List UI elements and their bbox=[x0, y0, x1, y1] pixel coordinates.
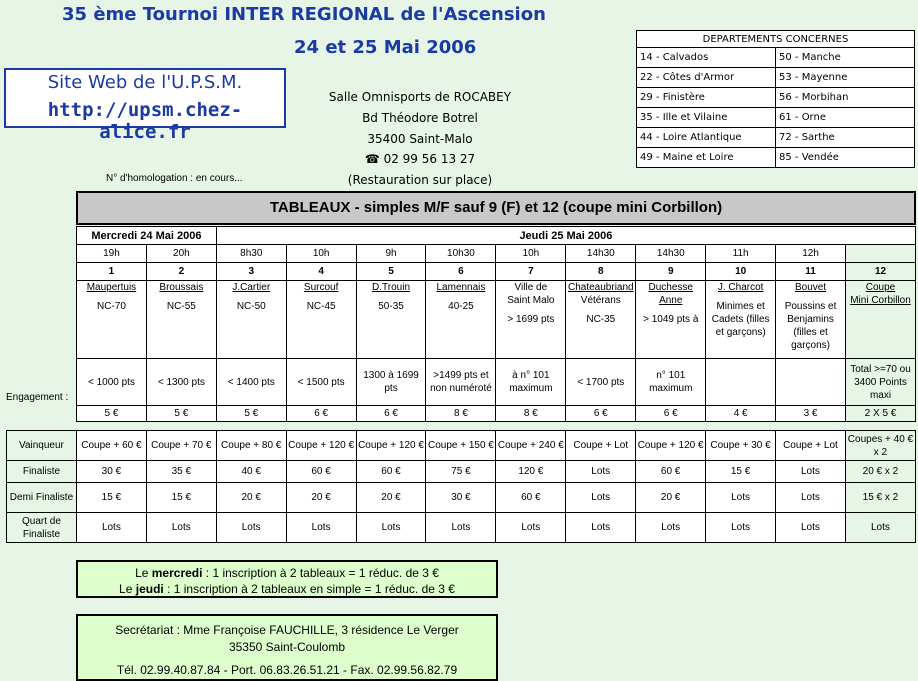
departments-header: DEPARTEMENTS CONCERNES bbox=[637, 31, 915, 48]
prize-label: Finaliste bbox=[7, 461, 77, 483]
tableau-name: D.Trouin bbox=[372, 282, 411, 293]
homologation-note: N° d'homologation : en cours... bbox=[106, 173, 243, 184]
tableau-info bbox=[356, 281, 426, 359]
secretariat-box bbox=[76, 614, 498, 681]
dept-cell: 29 - Finistère bbox=[637, 88, 776, 108]
engagement-label: Engagement : bbox=[6, 392, 69, 403]
prize-value: Coupe + 70 € bbox=[146, 431, 216, 461]
prize-value: 20 € bbox=[286, 483, 356, 513]
prize-value: Lots bbox=[706, 483, 776, 513]
secretariat-contact: Tél. 02.99.40.87.84 - Port. 06.83.26.51.21 - Fax. 02.99.56.82.79 bbox=[116, 663, 458, 677]
tableau-limit: < 1400 pts bbox=[216, 359, 286, 406]
prize-value: 60 € bbox=[356, 461, 426, 483]
prize-value: Coupe + 240 € bbox=[496, 431, 566, 461]
dept-cell: 85 - Vendée bbox=[776, 148, 915, 168]
venue-food: (Restauration sur place) bbox=[347, 173, 493, 187]
tableau-name: Broussais bbox=[159, 282, 204, 293]
tableau-number: 9 bbox=[636, 263, 706, 281]
prize-value: 120 € bbox=[496, 461, 566, 483]
tableau-category: NC-50 bbox=[236, 301, 266, 312]
tableau-number: 1 bbox=[77, 263, 147, 281]
tableau-limit: < 1700 pts bbox=[566, 359, 636, 406]
prize-value: 15 € bbox=[706, 461, 776, 483]
website-title: Site Web de l'U.P.S.M. bbox=[47, 72, 243, 93]
tableau-category: Poussins et Benjamins (filles et garçons) bbox=[784, 301, 837, 351]
tableau-name: J.Cartier bbox=[232, 282, 271, 293]
dept-cell: 22 - Côtes d'Armor bbox=[637, 68, 776, 88]
engagement-fee: 2 X 5 € bbox=[846, 406, 916, 422]
prize-value: Coupe + 80 € bbox=[216, 431, 286, 461]
engagement-fee: 6 € bbox=[566, 406, 636, 422]
tableau-limit: < 1300 pts bbox=[146, 359, 216, 406]
prize-value: 30 € bbox=[426, 483, 496, 513]
tableau-info bbox=[496, 281, 566, 359]
tableau-name: Bouvet bbox=[794, 282, 827, 293]
prize-label: Demi Finaliste bbox=[7, 483, 77, 513]
prize-value: Lots bbox=[776, 461, 846, 483]
prize-value: 20 € x 2 bbox=[845, 461, 915, 483]
venue-name: Salle Omnisports de ROCABEY bbox=[328, 90, 512, 104]
tableau-info bbox=[776, 281, 846, 359]
secretariat-line1: Secrétariat : Mme Françoise FAUCHILLE, 3 résidence Le Verger bbox=[115, 623, 459, 637]
prizes-table bbox=[6, 430, 916, 543]
tableau-number: 10 bbox=[706, 263, 776, 281]
prize-value: 15 € x 2 bbox=[845, 483, 915, 513]
prize-value: Coupe + Lot bbox=[566, 431, 636, 461]
tableau-info bbox=[706, 281, 776, 359]
tableau-info bbox=[77, 281, 147, 359]
prize-value: 20 € bbox=[636, 483, 706, 513]
venue-city: 35400 Saint-Malo bbox=[367, 132, 473, 146]
tableau-name: Ville de bbox=[514, 282, 548, 293]
tableau-limit: à n° 101 maximum bbox=[496, 359, 566, 406]
day-wednesday: Mercredi 24 Mai 2006 bbox=[77, 227, 217, 245]
tableaux-table bbox=[76, 226, 916, 422]
tableau-number: 5 bbox=[356, 263, 426, 281]
discount-box bbox=[76, 560, 498, 598]
prize-value: Lots bbox=[845, 513, 915, 543]
prize-value: Lots bbox=[356, 513, 426, 543]
tableaux-header: TABLEAUX - simples M/F sauf 9 (F) et 12 (coupe mini Corbillon) bbox=[76, 191, 916, 225]
engagement-fee: 4 € bbox=[706, 406, 776, 422]
tableau-time: 19h bbox=[77, 245, 147, 263]
tableau-name-2: Saint Malo bbox=[507, 295, 555, 306]
prize-value: Lots bbox=[566, 513, 636, 543]
tableau-number: 2 bbox=[146, 263, 216, 281]
secretariat-line2: 35350 Saint-Coulomb bbox=[228, 640, 346, 654]
prize-label: Quart de Finaliste bbox=[7, 513, 77, 543]
tournament-dates: 24 et 25 Mai 2006 bbox=[294, 37, 477, 58]
tableau-name-2: Mini Corbillon bbox=[850, 295, 911, 306]
tableau-number: 4 bbox=[286, 263, 356, 281]
prize-value: Lots bbox=[496, 513, 566, 543]
tableau-name: Maupertuis bbox=[86, 282, 137, 293]
prize-value: Lots bbox=[776, 483, 846, 513]
tableau-category: > 1049 pts à bbox=[643, 314, 699, 325]
tableau-time: 10h bbox=[496, 245, 566, 263]
tableau-category: 50-35 bbox=[378, 301, 404, 312]
tableau-time: 14h30 bbox=[566, 245, 636, 263]
prize-value: 15 € bbox=[76, 483, 146, 513]
prize-value: Lots bbox=[706, 513, 776, 543]
tableau-number: 7 bbox=[496, 263, 566, 281]
departments-table bbox=[636, 30, 915, 168]
engagement-fee: 5 € bbox=[77, 406, 147, 422]
tableau-time: 9h bbox=[356, 245, 426, 263]
tableau-number: 3 bbox=[216, 263, 286, 281]
tableau-limit bbox=[776, 359, 846, 406]
prize-value: 60 € bbox=[286, 461, 356, 483]
tableau-time bbox=[846, 245, 916, 263]
prize-value: 30 € bbox=[76, 461, 146, 483]
prize-value: Coupe + 150 € bbox=[426, 431, 496, 461]
tableau-category: NC-35 bbox=[586, 314, 616, 325]
tableau-info bbox=[426, 281, 496, 359]
tableau-info bbox=[846, 281, 916, 359]
tableau-category: NC-55 bbox=[166, 301, 196, 312]
tableau-name: Surcouf bbox=[303, 282, 339, 293]
tableau-limit: >1499 pts et non numéroté bbox=[426, 359, 496, 406]
prize-value: Lots bbox=[146, 513, 216, 543]
tableau-time: 11h bbox=[706, 245, 776, 263]
engagement-fee: 6 € bbox=[356, 406, 426, 422]
prize-value: Lots bbox=[76, 513, 146, 543]
tableau-category: > 1699 pts bbox=[507, 314, 555, 325]
engagement-fee: 5 € bbox=[216, 406, 286, 422]
prize-value: Coupe + Lot bbox=[776, 431, 846, 461]
tableau-limit bbox=[706, 359, 776, 406]
prize-value: 20 € bbox=[216, 483, 286, 513]
prize-value: 15 € bbox=[146, 483, 216, 513]
dept-cell: 50 - Manche bbox=[776, 48, 915, 68]
dept-cell: 53 - Mayenne bbox=[776, 68, 915, 88]
tableau-category: 40-25 bbox=[448, 301, 474, 312]
website-box bbox=[4, 68, 286, 143]
tournament-title: 35 ème Tournoi INTER REGIONAL de l'Ascension bbox=[62, 4, 546, 25]
dept-cell: 56 - Morbihan bbox=[776, 88, 915, 108]
tableau-number: 11 bbox=[776, 263, 846, 281]
dept-cell: 14 - Calvados bbox=[637, 48, 776, 68]
prize-value: 60 € bbox=[636, 461, 706, 483]
tableau-limit: Total >=70 ou 3400 Points maxi bbox=[846, 359, 916, 406]
tableau-time: 8h30 bbox=[216, 245, 286, 263]
prize-value: 35 € bbox=[146, 461, 216, 483]
tableau-limit: < 1500 pts bbox=[286, 359, 356, 406]
website-link[interactable]: http://upsm.chez-alice.fr bbox=[47, 99, 243, 143]
tableau-info bbox=[636, 281, 706, 359]
discount-thursday: Le jeudi : 1 inscription à 2 tableaux en simple = 1 réduc. de 3 € bbox=[119, 582, 455, 596]
tableau-limit: n° 101 maximum bbox=[636, 359, 706, 406]
tableau-name-2: Vétérans bbox=[580, 295, 621, 306]
tableau-category: NC-70 bbox=[97, 301, 126, 312]
engagement-fee: 8 € bbox=[496, 406, 566, 422]
discount-wednesday: Le mercredi : 1 inscription à 2 tableaux = 1 réduc. de 3 € bbox=[135, 566, 439, 580]
tableau-info bbox=[566, 281, 636, 359]
venue-phone: ☎ 02 99 56 13 27 bbox=[364, 152, 476, 166]
dept-cell: 72 - Sarthe bbox=[776, 128, 915, 148]
tableau-category: NC-45 bbox=[306, 301, 336, 312]
prize-value: 40 € bbox=[216, 461, 286, 483]
prize-value: 75 € bbox=[426, 461, 496, 483]
prize-value: 60 € bbox=[496, 483, 566, 513]
prize-value: Lots bbox=[566, 461, 636, 483]
prize-value: Coupe + 120 € bbox=[356, 431, 426, 461]
engagement-fee: 5 € bbox=[146, 406, 216, 422]
engagement-fee: 6 € bbox=[636, 406, 706, 422]
tableau-name: Lamennais bbox=[436, 282, 486, 293]
prize-value: Lots bbox=[566, 483, 636, 513]
tableau-name: Chateaubriand bbox=[568, 282, 634, 293]
tableau-info bbox=[216, 281, 286, 359]
prize-value: Coupe + 120 € bbox=[636, 431, 706, 461]
prize-label: Vainqueur bbox=[7, 431, 77, 461]
tableau-number: 6 bbox=[426, 263, 496, 281]
tableau-time: 14h30 bbox=[636, 245, 706, 263]
day-thursday: Jeudi 25 Mai 2006 bbox=[216, 227, 915, 245]
venue-street: Bd Théodore Botrel bbox=[362, 111, 478, 125]
prize-value: 20 € bbox=[356, 483, 426, 513]
prize-value: Coupes + 40 € x 2 bbox=[845, 431, 915, 461]
prize-value: Coupe + 60 € bbox=[76, 431, 146, 461]
tableau-limit: < 1000 pts bbox=[77, 359, 147, 406]
tableau-name: Coupe bbox=[865, 282, 896, 293]
prize-value: Lots bbox=[776, 513, 846, 543]
tableau-info bbox=[146, 281, 216, 359]
prize-value: Coupe + 120 € bbox=[286, 431, 356, 461]
tableau-time: 20h bbox=[146, 245, 216, 263]
engagement-fee: 3 € bbox=[776, 406, 846, 422]
prize-value: Lots bbox=[286, 513, 356, 543]
prize-value: Lots bbox=[636, 513, 706, 543]
prize-value: Lots bbox=[216, 513, 286, 543]
tableau-limit: 1300 à 1699 pts bbox=[356, 359, 426, 406]
tableau-time: 12h bbox=[776, 245, 846, 263]
prize-value: Lots bbox=[426, 513, 496, 543]
tableau-category: Minimes et Cadets (filles et garçons) bbox=[711, 301, 770, 338]
tableau-name: J. Charcot bbox=[717, 282, 764, 293]
tableau-time: 10h30 bbox=[426, 245, 496, 263]
dept-cell: 35 - Ille et Vilaine bbox=[637, 108, 776, 128]
tableau-time: 10h bbox=[286, 245, 356, 263]
tableau-name-2: Anne bbox=[659, 295, 683, 306]
tableau-number: 12 bbox=[846, 263, 916, 281]
tableau-info bbox=[286, 281, 356, 359]
engagement-fee: 6 € bbox=[286, 406, 356, 422]
tableau-name: Duchesse bbox=[648, 282, 693, 293]
dept-cell: 61 - Orne bbox=[776, 108, 915, 128]
prize-value: Coupe + 30 € bbox=[706, 431, 776, 461]
tableau-number: 8 bbox=[566, 263, 636, 281]
dept-cell: 44 - Loire Atlantique bbox=[637, 128, 776, 148]
dept-cell: 49 - Maine et Loire bbox=[637, 148, 776, 168]
engagement-fee: 8 € bbox=[426, 406, 496, 422]
